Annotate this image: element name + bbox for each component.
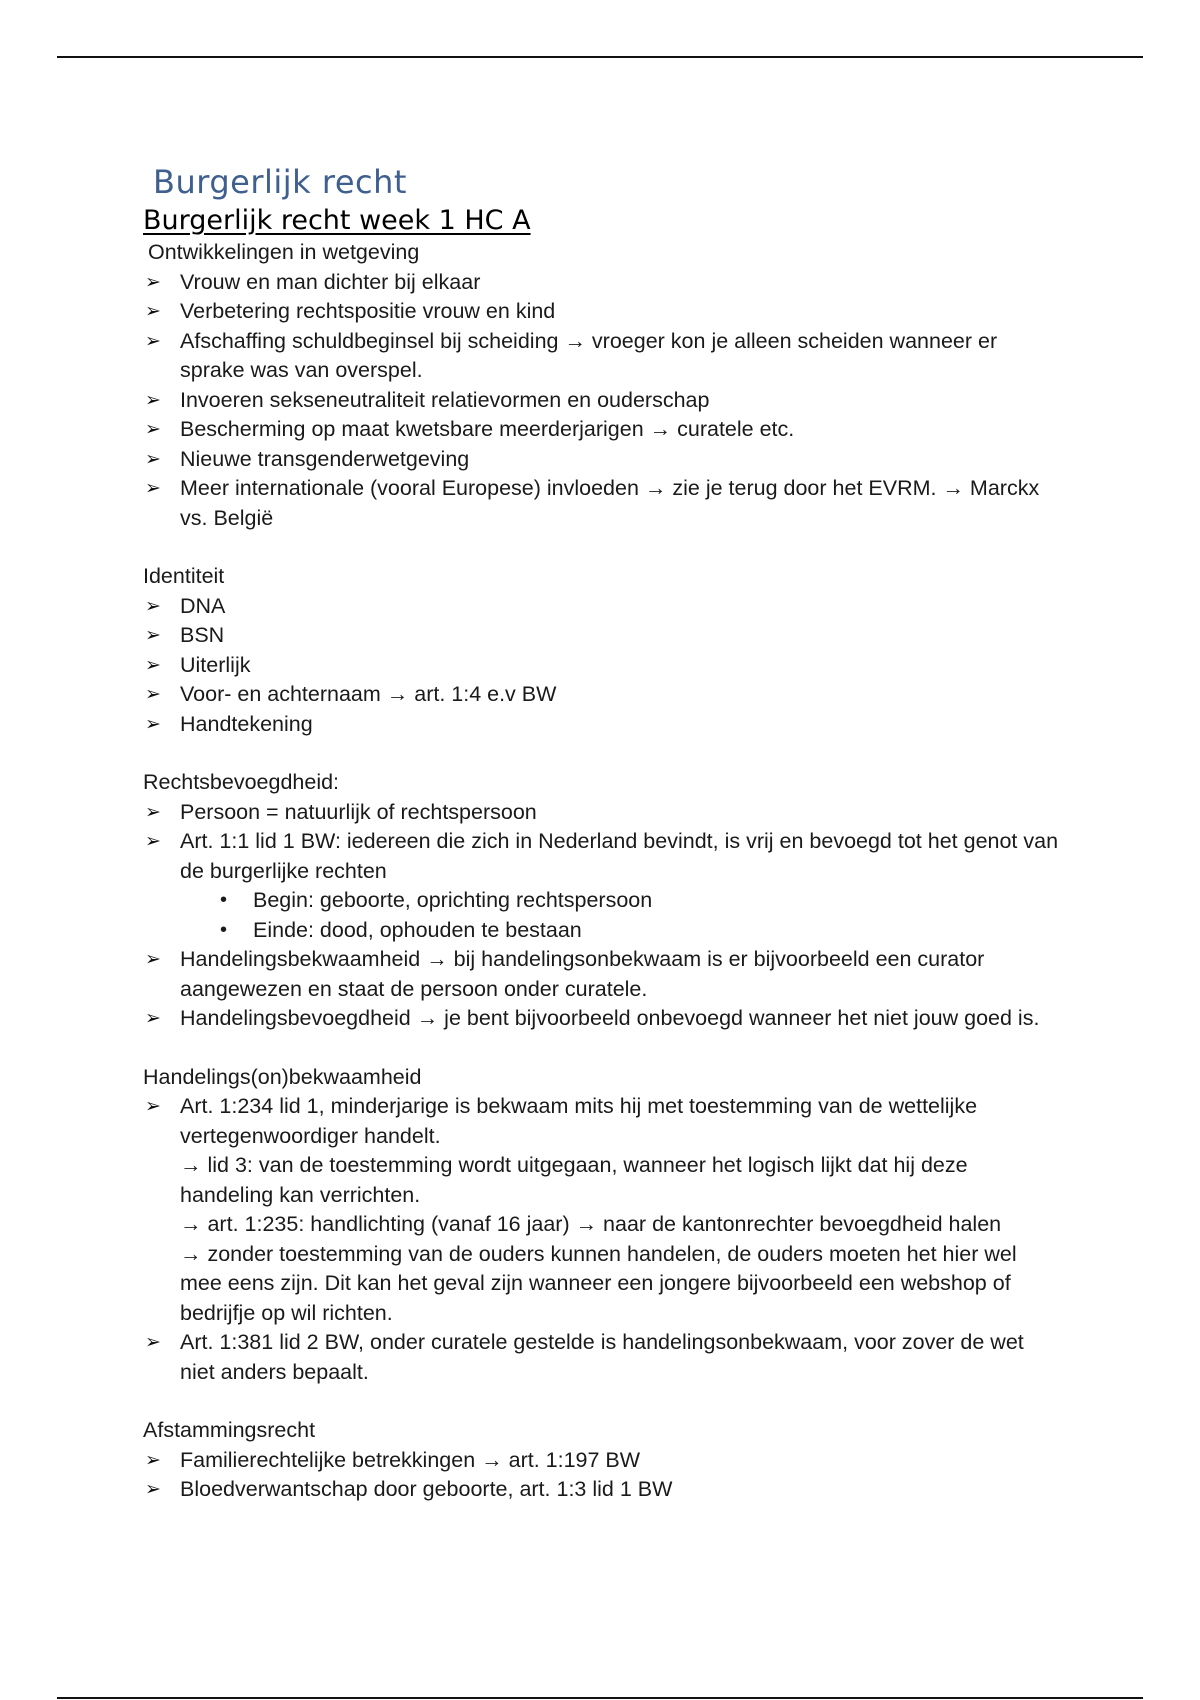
list-item (143, 386, 1063, 416)
arrowhead-bullet-icon: ➢ (145, 301, 161, 322)
arrowhead-bullet-icon: ➢ (145, 389, 161, 411)
continuation-line: → zonder toestemming van de ouders kunnen handelen, de ouders moeten het hier wel mee eens zijn. Dit kan het geval zijn wanneer een jongere bijvoorbeeld een webshop of bedrijfje op wil richten. (180, 1241, 1017, 1325)
list-item (143, 680, 1063, 710)
arrowhead-bullet-icon: ➢ (145, 1449, 161, 1471)
document-subtitle: Burgerlijk recht week 1 HC A (143, 205, 531, 236)
header-rule (57, 56, 1143, 58)
list-item-text: Handelingsbevoegdheid → je bent bijvoorbeeld onbevoegd wanneer het niet jouw goed is. (180, 1006, 1040, 1030)
sub-list-item-text: Begin: geboorte, oprichting rechtspersoon (253, 888, 653, 912)
section-ontwikkelingen (143, 238, 1063, 533)
list-item-text: Handtekening (180, 711, 313, 736)
list-item-text: Art. 1:381 lid 2 BW, onder curatele gestelde is handelingsonbekwaam, voor zover de wet niet anders bepaalt. (180, 1330, 1024, 1384)
bullet-list (143, 592, 1063, 740)
list-item (143, 1446, 1063, 1476)
arrowhead-bullet-icon: ➢ (145, 1096, 161, 1117)
list-item-text: Bescherming op maat kwetsbare meerderjarigen → curatele etc. (180, 417, 795, 441)
list-item-text: Uiterlijk (180, 652, 251, 677)
continuation-line: → lid 3: van de toestemming wordt uitgegaan, wanneer het logisch lijkt dat hij deze handeling kan verrichten. (180, 1153, 968, 1207)
section-identiteit (143, 562, 1063, 739)
section-heading: Handelings(on)bekwaamheid (143, 1064, 422, 1089)
arrowhead-bullet-icon: ➢ (145, 654, 161, 676)
arrowhead-bullet-icon: ➢ (145, 713, 161, 735)
list-item-text: Handelingsbekwaamheid → bij handelingsonbekwaam is er bijvoorbeeld een curator aangewezen en staat de persoon onder curatele. (180, 947, 985, 1001)
bullet-list (143, 798, 1063, 1034)
list-item-text: Art. 1:1 lid 1 BW: iedereen die zich in Nederland bevindt, is vrij en bevoegd tot het genot van de burgerlijke rechten (180, 829, 1059, 883)
arrowhead-bullet-icon: ➢ (145, 330, 161, 352)
sub-list-item-text: Einde: dood, ophouden te bestaan (253, 917, 582, 942)
list-item (143, 415, 1063, 445)
list-item (143, 445, 1063, 475)
list-item (143, 268, 1063, 298)
list-item-text: Voor- en achternaam → art. 1:4 e.v BW (180, 682, 557, 706)
list-item-text: BSN (180, 623, 225, 647)
list-item (143, 1475, 1063, 1505)
arrowhead-bullet-icon: ➢ (145, 448, 161, 470)
arrowhead-bullet-icon: ➢ (145, 831, 161, 852)
list-item-text: Vrouw en man dichter bij elkaar (180, 269, 481, 294)
bullet-list (143, 268, 1063, 534)
document-body (143, 162, 1063, 1505)
list-item-text: Bloedverwantschap door geboorte, art. 1:3 lid 1 BW (180, 1477, 673, 1501)
list-item (143, 621, 1063, 651)
section-afstammingsrecht (143, 1416, 1063, 1505)
list-item (143, 945, 1063, 1004)
list-item-text: Familierechtelijke betrekkingen → art. 1:197 BW (180, 1447, 641, 1472)
sub-list-item (220, 916, 1063, 946)
list-item (143, 327, 1063, 386)
arrowhead-bullet-icon: ➢ (145, 684, 161, 705)
list-item (143, 297, 1063, 327)
section-handelingsbekwaamheid (143, 1063, 1063, 1388)
arrowhead-bullet-icon: ➢ (145, 1008, 161, 1029)
section-heading: Identiteit (143, 564, 225, 588)
bullet-list (143, 1092, 1063, 1387)
arrowhead-bullet-icon: ➢ (145, 271, 161, 293)
dot-bullet-icon: • (220, 918, 228, 941)
arrowhead-bullet-icon: ➢ (145, 625, 161, 646)
list-item-text: DNA (180, 593, 226, 618)
bullet-list (143, 1446, 1063, 1505)
section-heading: Rechtsbevoegdheid: (143, 770, 340, 794)
list-item (143, 1004, 1063, 1034)
section-rechtsbevoegdheid (143, 768, 1063, 1034)
arrowhead-bullet-icon: ➢ (145, 419, 161, 440)
dot-bullet-icon: • (220, 889, 228, 911)
list-item (143, 1328, 1063, 1387)
section-heading: Ontwikkelingen in wetgeving (148, 240, 420, 264)
arrowhead-bullet-icon: ➢ (145, 595, 161, 617)
arrowhead-bullet-icon: ➢ (145, 1332, 161, 1353)
section-heading: Afstammingsrecht (143, 1418, 316, 1442)
continuation-line: → art. 1:235: handlichting (vanaf 16 jaar) → naar de kantonrechter bevoegdheid halen (180, 1212, 1002, 1236)
list-item (143, 798, 1063, 828)
arrowhead-bullet-icon: ➢ (145, 801, 161, 823)
list-item (143, 1092, 1063, 1328)
list-item-text: Art. 1:234 lid 1, minderjarige is bekwaam mits hij met toestemming van de wettelijke vertegenwoordiger handelt. (180, 1094, 978, 1148)
list-item (143, 827, 1063, 945)
arrowhead-bullet-icon: ➢ (145, 949, 161, 970)
list-item (143, 592, 1063, 622)
list-item-text: Nieuwe transgenderwetgeving (180, 446, 470, 471)
list-item-text: Persoon = natuurlijk of rechtspersoon (180, 799, 537, 824)
sub-list-item (220, 886, 1063, 916)
arrowhead-bullet-icon: ➢ (145, 478, 161, 499)
list-item (143, 474, 1063, 533)
list-item-text: Meer internationale (vooral Europese) invloeden → zie je terug door het EVRM. → Marckx vs. België (180, 476, 1040, 530)
list-item (143, 710, 1063, 740)
list-item-text: Verbetering rechtspositie vrouw en kind (180, 299, 556, 323)
list-item-text: Afschaffing schuldbeginsel bij scheiding → vroeger kon je alleen scheiden wanneer er sprake was van overspel. (180, 328, 998, 382)
arrowhead-bullet-icon: ➢ (145, 1479, 161, 1500)
list-item-text: Invoeren sekseneutraliteit relatievormen en ouderschap (180, 387, 710, 412)
footer-rule (57, 1697, 1143, 1699)
sub-bullet-list (180, 886, 1063, 945)
document-title: Burgerlijk recht (153, 163, 407, 201)
list-item (143, 651, 1063, 681)
